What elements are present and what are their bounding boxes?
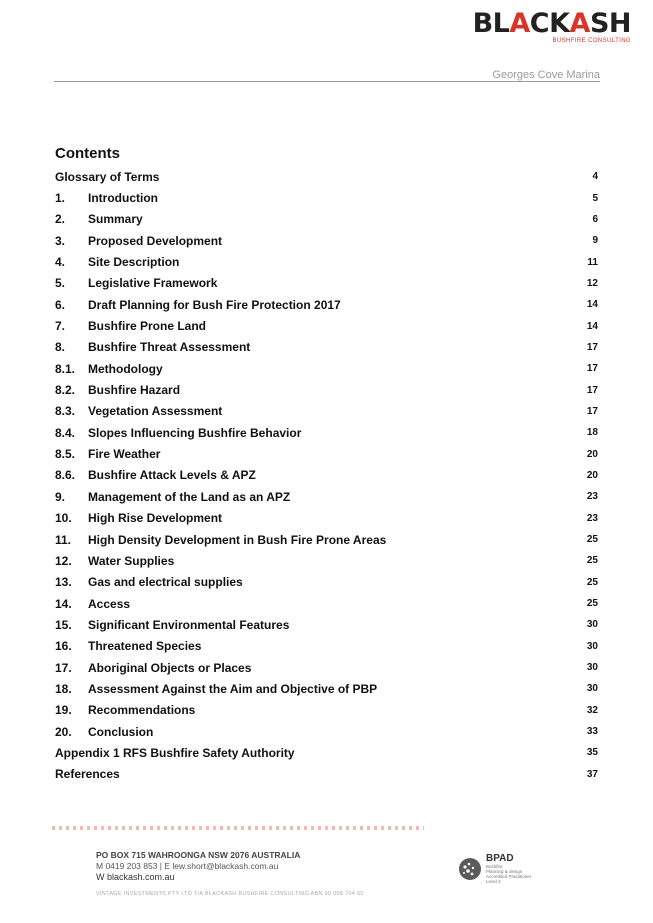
toc-entry-number: 3. [55, 233, 66, 248]
toc-entry[interactable] [55, 614, 598, 635]
toc-entry-number: 17. [55, 660, 72, 675]
toc-entry-title: Vegetation Assessment [88, 404, 223, 419]
footer-website: W blackash.com.au [96, 872, 175, 882]
toc-entry[interactable] [55, 700, 598, 721]
bpad-line: Level 3 [486, 879, 501, 884]
toc-entry-title: Bushfire Threat Assessment [88, 340, 251, 355]
toc-entry-number: 4. [55, 255, 66, 270]
bpad-line: Planning & design [486, 869, 523, 874]
toc-entry-number: 18. [55, 681, 72, 696]
toc-entry-title: Site Description [88, 255, 180, 270]
toc-entry-title: Aboriginal Objects or Places [88, 660, 252, 675]
toc-entry-page: 4 [592, 171, 598, 183]
toc-entry[interactable] [55, 678, 598, 699]
toc-entry-number: 8.4. [55, 425, 76, 440]
toc-entry-page: 30 [586, 619, 598, 631]
toc-entry[interactable] [55, 401, 598, 422]
toc-entry[interactable] [55, 508, 598, 529]
toc-entry-page: 35 [586, 747, 598, 759]
toc-entry[interactable] [55, 315, 598, 336]
toc-entry-page: 25 [586, 555, 598, 567]
toc-entry[interactable] [55, 764, 598, 785]
header-divider [54, 81, 600, 82]
toc-entry[interactable] [55, 465, 598, 486]
toc-entry-page: 12 [586, 277, 598, 289]
blackash-logo [473, 10, 631, 44]
toc-entry-title: High Rise Development [88, 511, 223, 526]
bpad-dots-icon [458, 857, 482, 881]
toc-entry-page: 32 [586, 704, 598, 716]
toc-entry[interactable] [55, 294, 598, 315]
toc-entry-title: Assessment Against the Aim and Objective of PBP [88, 681, 378, 696]
toc-entry-title: Access [88, 596, 131, 611]
toc-entry-number: 12. [55, 553, 72, 568]
toc-entry[interactable] [55, 550, 598, 571]
bpad-badge [458, 853, 531, 884]
toc-entry[interactable] [55, 742, 598, 763]
toc-entry-number: 8. [55, 340, 66, 355]
toc-entry-page: 17 [586, 384, 598, 396]
toc-entry-number: 7. [55, 319, 66, 334]
bpad-line: Accredited Practitioner [486, 874, 532, 879]
logo-wordmark: BLACKASH [472, 8, 631, 39]
toc-entry-page: 33 [586, 726, 598, 738]
toc-entry-title: Bushfire Prone Land [88, 319, 207, 334]
toc-entry-title: Water Supplies [88, 553, 175, 568]
toc-entry-number: 5. [55, 276, 66, 291]
toc-entry-title: Draft Planning for Bush Fire Protection 2017 [88, 297, 341, 312]
toc-entry[interactable] [55, 209, 598, 230]
toc-entry[interactable] [55, 572, 598, 593]
toc-entry-title: Introduction [88, 191, 158, 206]
toc-entry-page: 5 [592, 192, 598, 204]
toc-entry[interactable] [55, 273, 598, 294]
footer-phone-email: M 0419 203 853 | E lew.short@blackash.com.au [96, 861, 279, 871]
toc-entry[interactable] [55, 230, 598, 251]
footer-decorative-line [52, 826, 424, 830]
toc-entry-number: 8.1. [55, 361, 76, 376]
toc-entry-page: 6 [592, 213, 598, 225]
toc-entry[interactable] [55, 251, 598, 272]
toc-entry-page: 30 [586, 683, 598, 695]
logo-subtitle: BUSHFIRE CONSULTING [552, 38, 631, 44]
toc-entry-number: 1. [55, 191, 66, 206]
contents-heading: Contents [55, 145, 120, 162]
toc-entry[interactable] [55, 379, 598, 400]
bpad-line: Bushfire [486, 864, 503, 869]
toc-entry-page: 17 [586, 341, 598, 353]
toc-entry[interactable] [55, 486, 598, 507]
toc-entry-page: 30 [586, 640, 598, 652]
toc-entry-number: 20. [55, 724, 72, 739]
toc-entry-title: Methodology [88, 361, 163, 376]
toc-entry-title: Threatened Species [88, 639, 202, 654]
toc-entry-page: 23 [586, 491, 598, 503]
toc-entry-page: 37 [586, 768, 598, 780]
toc-entry-number: 2. [55, 212, 66, 227]
toc-entry-number: 6. [55, 297, 66, 312]
toc-entry-number: 15. [55, 617, 72, 632]
toc-entry-page: 17 [586, 363, 598, 375]
toc-entry-number: 19. [55, 703, 72, 718]
toc-entry-title: Summary [88, 212, 143, 227]
document-title: Georges Cove Marina [492, 69, 600, 81]
toc-entry-page: 20 [586, 469, 598, 481]
toc-entry[interactable] [55, 721, 598, 742]
toc-entry-title: Recommendations [88, 703, 196, 718]
toc-entry-title: Appendix 1 RFS Bushfire Safety Authority [55, 745, 295, 760]
toc-entry-title: Gas and electrical supplies [88, 575, 243, 590]
toc-entry-page: 25 [586, 576, 598, 588]
toc-entry-title: Glossary of Terms [55, 169, 160, 184]
toc-entry[interactable] [55, 593, 598, 614]
toc-entry-title: Proposed Development [88, 233, 223, 248]
toc-entry-page: 20 [586, 448, 598, 460]
footer-address: PO BOX 715 WAHROONGA NSW 2076 AUSTRALIA [96, 850, 301, 860]
toc-entry-title: Fire Weather [88, 447, 161, 462]
toc-entry-page: 25 [586, 534, 598, 546]
toc-entry-title: Conclusion [88, 724, 154, 739]
toc-entry-number: 8.6. [55, 468, 76, 483]
toc-entry[interactable] [55, 636, 598, 657]
footer-legal: VINTAGE INVESTMENTS PTY LTD T/A BLACKASH BUSHFIRE CONSULTING ABN 99 008 704 60 [96, 891, 364, 897]
toc-entry[interactable] [55, 166, 598, 187]
toc-entry[interactable] [55, 657, 598, 678]
toc-entry-page: 18 [586, 427, 598, 439]
toc-entry-title: Slopes Influencing Bushfire Behavior [88, 425, 302, 440]
toc-entry-number: 10. [55, 511, 72, 526]
toc-entry-number: 13. [55, 575, 72, 590]
toc-entry[interactable] [55, 187, 598, 208]
toc-entry[interactable] [55, 358, 598, 379]
toc-entry-page: 25 [586, 598, 598, 610]
toc-entry-title: References [55, 767, 120, 782]
toc-entry-number: 9. [55, 489, 66, 504]
table-of-contents [55, 166, 598, 785]
toc-entry[interactable] [55, 422, 598, 443]
toc-entry[interactable] [55, 337, 598, 358]
toc-entry-page: 30 [586, 662, 598, 674]
toc-entry-page: 14 [586, 320, 598, 332]
toc-entry-number: 8.5. [55, 447, 76, 462]
toc-entry-number: 11. [55, 532, 72, 547]
toc-entry-number: 14. [55, 596, 72, 611]
toc-entry-number: 8.2. [55, 383, 76, 398]
footer-contact [96, 850, 300, 883]
toc-entry-title: Bushfire Attack Levels & APZ [88, 468, 256, 483]
toc-entry-page: 23 [586, 512, 598, 524]
toc-entry-page: 14 [586, 299, 598, 311]
toc-entry-title: Management of the Land as an APZ [88, 489, 291, 504]
toc-entry-page: 17 [586, 405, 598, 417]
toc-entry-number: 16. [55, 639, 72, 654]
toc-entry-title: High Density Development in Bush Fire Prone Areas [88, 532, 387, 547]
toc-entry-title: Significant Environmental Features [88, 617, 290, 632]
toc-entry-page: 11 [587, 256, 598, 268]
toc-entry-page: 9 [592, 235, 598, 247]
toc-entry-number: 8.3. [55, 404, 76, 419]
toc-entry-title: Legislative Framework [88, 276, 218, 291]
toc-entry[interactable] [55, 529, 598, 550]
toc-entry[interactable] [55, 443, 598, 464]
bpad-title: BPAD [486, 853, 514, 864]
toc-entry-title: Bushfire Hazard [88, 383, 181, 398]
